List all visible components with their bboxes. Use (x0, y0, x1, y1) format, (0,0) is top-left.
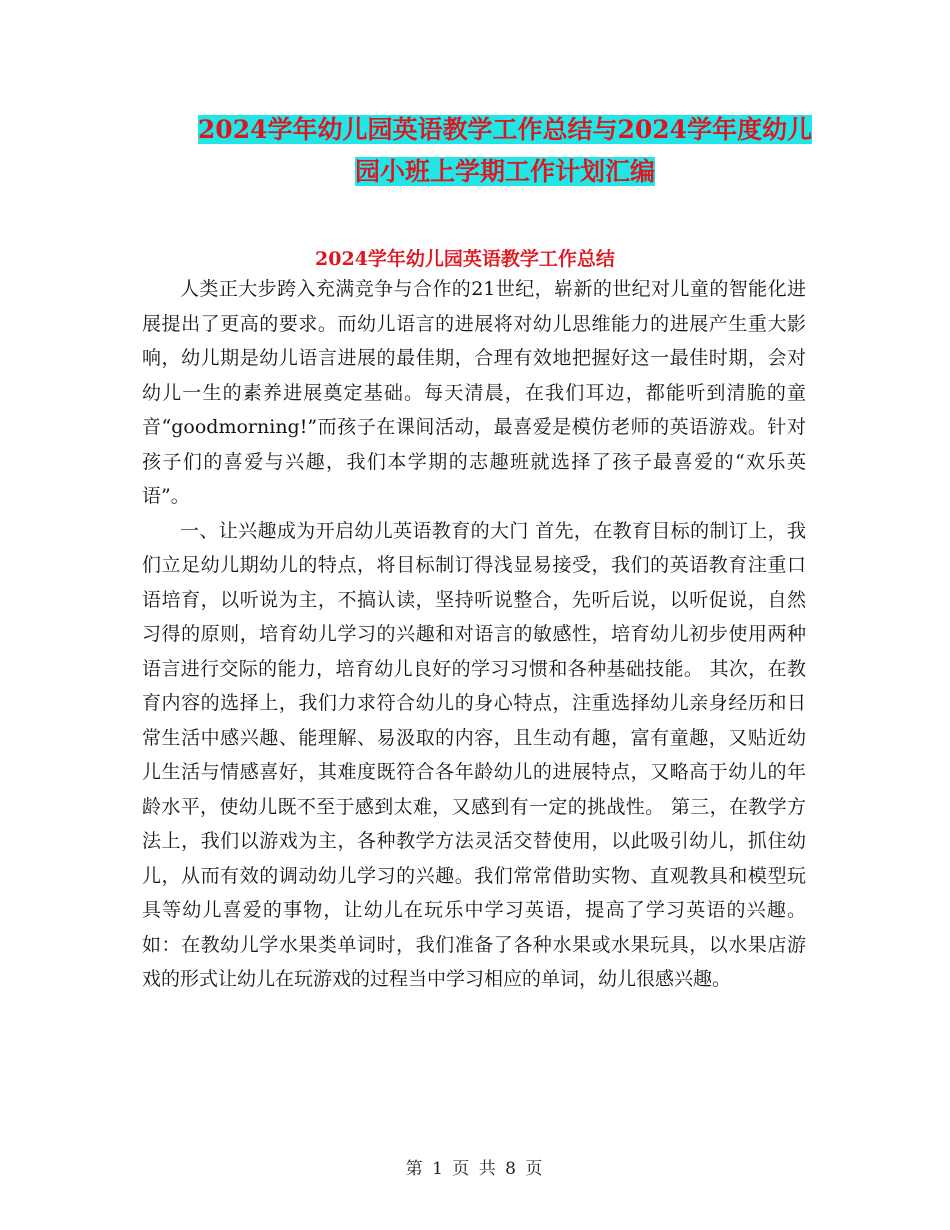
title-highlight-1: 2024学年幼儿园英语教学工作总结与2024学年度幼儿 (197, 115, 813, 144)
section-title: 2024学年幼儿园英语教学工作总结 (315, 248, 615, 270)
title-highlight-2: 园小班上学期工作计划汇编 (354, 157, 655, 186)
document-title-line-2 (140, 152, 870, 192)
paragraph-intro: 人类正大步跨入充满竞争与合作的21世纪，崭新的世纪对儿童的智能化进展提出了更高的要求。而幼儿语言的进展将对幼儿思维能力的进展产生重大影响，幼儿期是幼儿语言进展的最佳期，合理有效地把握好这一最佳时期，会对幼儿一生的素养进展奠定基础。每天清晨，在我们耳边，都能听到清脆的童音“goodmorning!”而孩子在课间活动，最喜爱是模仿老师的英语游戏。针对孩子们的喜爱与兴趣，我们本学期的志趣班就选择了孩子最喜爱的“欢乐英语”。 (142, 278, 806, 507)
document-title-line-1 (140, 110, 870, 150)
document-body (142, 272, 806, 997)
page-number-footer: 第 1 页 共 8 页 (405, 1159, 545, 1179)
paragraph-interest: 一、让兴趣成为开启幼儿英语教育的大门 首先，在教育目标的制订上，我们立足幼儿期幼儿的特点，将目标制订得浅显易接受，我们的英语教育注重口语培育，以听说为主，不搞认读，坚持听说整合，先听后说，以听促说，自然习得的原则，培育幼儿学习的兴趣和对语言的敏感性，培育幼儿初步使用两种语言进行交际的能力，培育幼儿良好的学习习惯和各种基础技能。 其次，在教育内容的选择上，我们力求符合幼儿的身心特点，注重选择幼儿亲身经历和日常生活中感兴趣、能理解、易汲取的内容，且生动有趣，富有童趣，又贴近幼儿生活与情感喜好，其难度既符合各年龄幼儿的进展特点，又略高于幼儿的年龄水平，使幼儿既不至于感到太难，又感到有一定的挑战性。 第三，在教学方法上，我们以游戏为主，各种教学方法灵活交替使用，以此吸引幼儿，抓住幼儿，从而有效的调动幼儿学习的兴趣。我们常常借助实物、直观教具和模型玩具等幼儿喜爱的事物，让幼儿在玩乐中学习英语，提高了学习英语的兴趣。如：在教幼儿学水果类单词时，我们准备了各种水果或水果玩具，以水果店游戏的形式让幼儿在玩游戏的过程当中学习相应的单词，幼儿很感兴趣。 (142, 519, 806, 990)
